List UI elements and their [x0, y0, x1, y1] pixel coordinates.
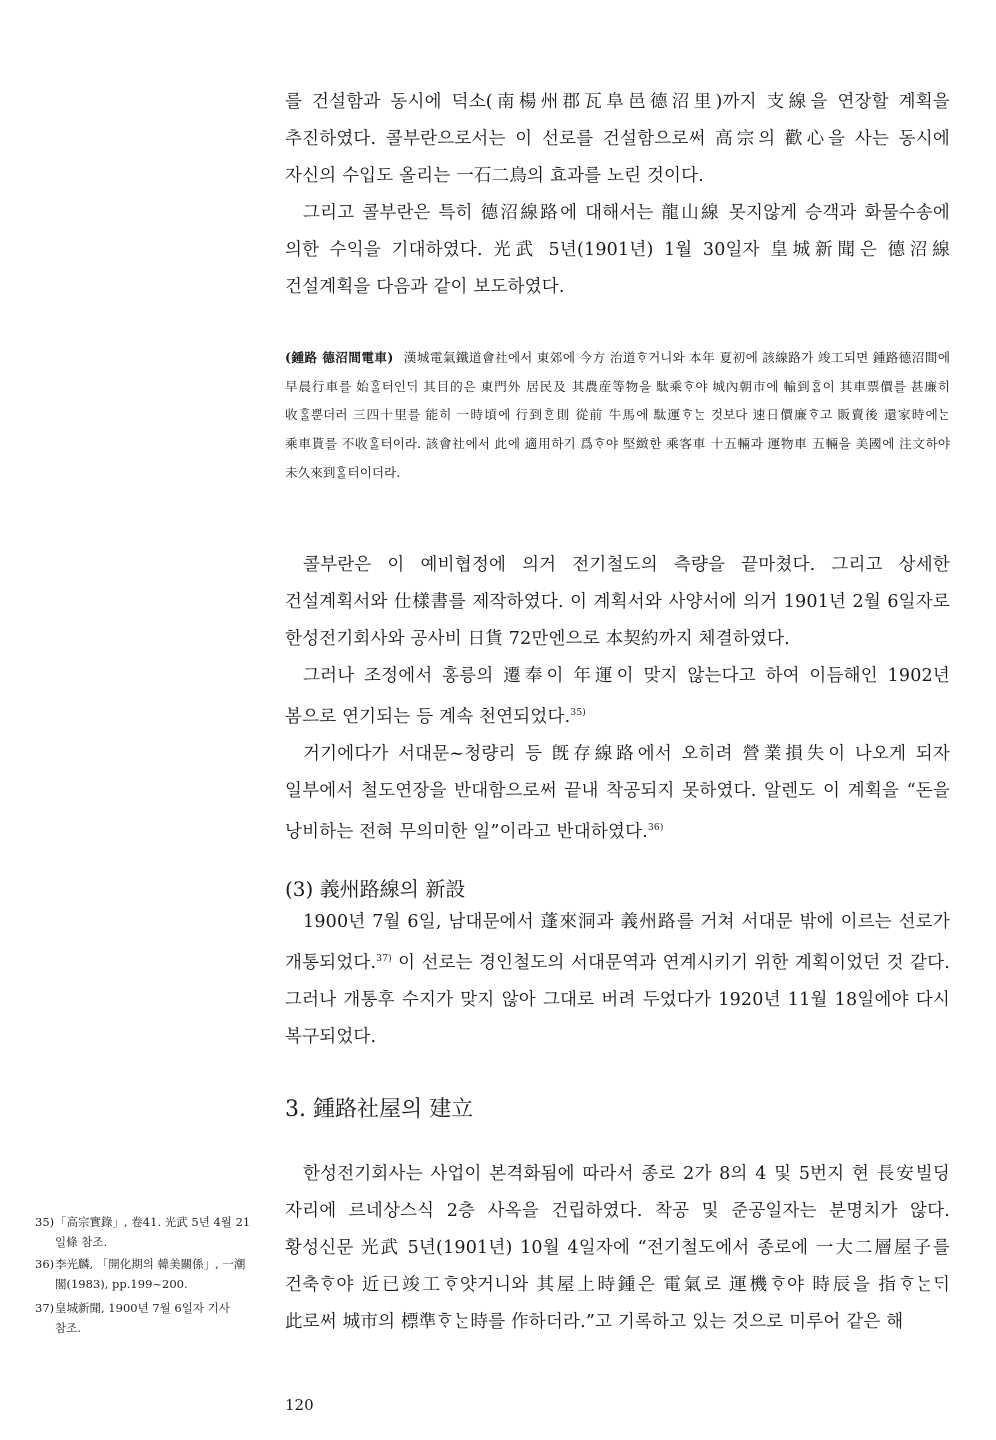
footnote-36: 36)李光麟, 「開化期의 韓美關係」, 一潮 閣(1983), pp.199~200. [35, 1257, 246, 1291]
quote-label: (鍾路 德沼間電車) [285, 350, 394, 365]
quote-text: 漢城電氣鐵道會社에서 東郊에 今方 治道ᄒᆞ거니와 本年 夏初에 該線路가 竣工되면 鍾路德沼間에 早晨行車를 始ᄒᆞᆯ터인ᄃᆡ 其目的은 東門外 居民及 其農産等物을 駄乘ᄒᆞ야 城內朝市에 輸到ᄒᆞᆷ이 其車票價를 甚廉히 收ᄒᆞᆯ뿐더러 三四十里를 能히 一時頃에 行到ᄒᆞᆫ則 從前 牛馬에 駄運ᄒᆞᄂᆞᆫ 것보다 速日價廉ᄒᆞ고 販賣後 還家時에ᄂᆞᆫ 乘車貰를 不收ᄒᆞᆯ터이라. 該會社에서 此에 適用하기 爲ᄒᆞ야 堅緻한 乘客車 十五輛과 運物車 五輛을 美國에 注文하야 未久來到ᄒᆞᆯ터이더라. [285, 350, 950, 480]
footnote-ref-36: 36) [647, 822, 664, 833]
top-text-block [285, 84, 950, 306]
footnote-ref-35: 35) [570, 708, 586, 718]
section2-body [285, 1156, 950, 1341]
paragraph-1: 를 건설함과 동시에 덕소(南楊州郡瓦阜邑德沼里)까지 支線을 연장할 계획을 추진하였다. 콜부란으로서는 이 선로를 건설함으로써 高宗의 歡心을 사는 동시에 자신의 수입도 올리는 一石二鳥의 효과를 노린 것이다. [285, 92, 950, 186]
newspaper-quote [285, 344, 950, 488]
footnote-35: 35)「高宗實錄」, 卷41. 光武 5년 4월 21 일條 참조. [35, 1215, 251, 1249]
footnote-ref-37: 37) [376, 954, 392, 964]
paragraph-5: 거기에다가 서대문~청량리 등 旣存線路에서 오히려 營業損失이 나오게 되자 일부에서 철도연장을 반대함으로써 끝내 착공되지 못하였다. 알렌도 이 계획을 “돈을 낭비하는 전혀 무의미한 일”이라고 반대하였다.$^{36)}$ [285, 743, 950, 842]
paragraph-7: 한성전기회사는 사업이 본격화됨에 따라서 종로 2가 8의 4 및 5번지 현 長安빌딩 자리에 르네상스식 2층 사옥을 건립하였다. 착공 및 준공일자는 분명치가 않다. 황성신문 光武 5년(1901년) 10월 4일자에 “전기철도에서 종로에 一大二層屋子를 건축ᄒᆞ야 近已竣工ᄒᆞ얏거니와 其屋上時鍾은 電氣로 運機ᄒᆞ야 時辰을 指ᄒᆞᄂᆞᆫᄃᆡ 此로써 城市의 標準ᄒᆞᄂᆞᆫ時를 作하더라.”고 기록하고 있는 것으로 미루어 같은 해 [285, 1164, 950, 1332]
middle-text-block [285, 547, 950, 851]
paragraph-4: 그러나 조정에서 홍릉의 遷奉이 年運이 맞지 않는다고 하여 이듬해인 1902년 봄으로 연기되는 등 계속 천연되었다.$^{35)}$ [285, 666, 950, 727]
section-heading-uiju-line: (3) 義州路線의 新設 [285, 877, 466, 901]
paragraph-3: 콜부란은 이 예비협정에 의거 전기철도의 측량을 끝마쳤다. 그리고 상세한 건설계획서와 仕樣書를 제작하였다. 이 계획서와 사양서에 의거 1901년 2월 6일자로 한성전기회사와 공사비 日貨 72만엔으로 本契約까지 체결하였다. [285, 555, 950, 649]
section-heading-jongno-building: 3. 鍾路社屋의 建立 [285, 1097, 474, 1122]
footnote-37: 37)皇城新聞, 1900년 7월 6일자 기사 참조. [35, 1301, 230, 1335]
paragraph-2: 그리고 콜부란은 특히 德沼線路에 대해서는 龍山線 못지않게 승객과 화물수송에 의한 수익을 기대하였다. 光武 5년(1901년) 1월 30일자 皇城新聞은 德沼線 건설계획을 다음과 같이 보도하였다. [285, 203, 950, 297]
paragraph-6: 1900년 7월 6일, 남대문에서 蓬來洞과 義州路를 거쳐 서대문 밖에 이르는 선로가 개통되었다.$^{37)}$ 이 선로는 경인철도의 서대문역과 연계시키기 위한 계획이었던 것 같다. 그러나 개통후 수지가 맞지 않아 그대로 버려 두었다가 1920년 11월 18일에야 다시 복구되었다. [285, 912, 950, 1047]
page-number: 120 [285, 1396, 314, 1414]
section1-body [285, 904, 950, 1056]
